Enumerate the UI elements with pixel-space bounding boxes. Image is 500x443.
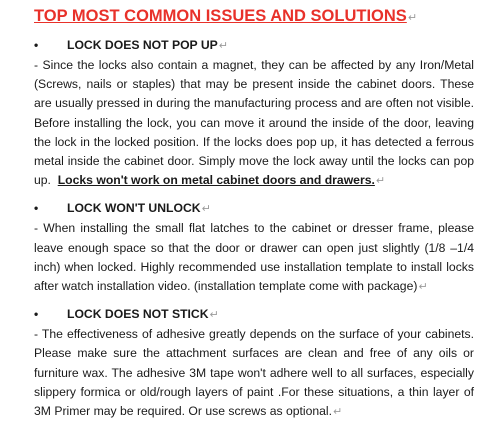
section-body <box>34 325 474 422</box>
section-body <box>34 219 474 297</box>
bullet-icon: • <box>34 201 39 216</box>
section-heading-text: LOCK WON'T UNLOCK <box>67 201 201 216</box>
page-title-text: TOP MOST COMMON ISSUES AND SOLUTIONS <box>34 7 407 25</box>
section-lock-wont-unlock <box>34 199 474 297</box>
paragraph-mark: ↵ <box>218 40 229 52</box>
page-title <box>34 6 474 28</box>
paragraph-mark: ↵ <box>407 12 418 24</box>
section-heading <box>34 199 474 219</box>
paragraph-mark: ↵ <box>375 175 386 188</box>
section-lock-does-not-pop-up <box>34 36 474 191</box>
section-body <box>34 56 474 191</box>
section-lock-does-not-stick <box>34 305 474 422</box>
paragraph-mark: ↵ <box>333 406 343 419</box>
paragraph-mark: ↵ <box>209 309 219 322</box>
bullet-icon: • <box>34 307 39 322</box>
section-body-text: - The effectiveness of adhesive greatly depends on the surface of your cabinets. Please make sure the attachment surfaces are clean and free of any oils or furniture wax. The adhesive 3M tape won't adhere well to all surfaces, especially slippery formica or old/rough layers of paint .For these situations, a thin layer of 3M Primer may be required. Or use screws as optional. <box>34 327 474 419</box>
section-heading <box>34 36 474 56</box>
section-heading <box>34 305 474 325</box>
section-heading-text: LOCK DOES NOT STICK <box>67 307 209 322</box>
section-emphasis-text: Locks won't work on metal cabinet doors and drawers. <box>57 173 375 188</box>
bullet-icon: • <box>34 38 39 52</box>
section-body-text: - Since the locks also contain a magnet, they can be affected by any Iron/Metal (Screws, nails or staples) that may be present inside the cabinet doors. These are usually pressed in during the manufacturing process and are often not visible. Before installing the lock, you can move it around the inside of the door, leaving the lock in the locked position. If the locks does pop up, it has detected a ferrous metal inside the cabinet door. Simply move the lock away until the locks can pop up. <box>34 58 474 188</box>
section-body-text: - When installing the small flat latches to the cabinet or dresser frame, please leave enough space so that the door or drawer can open just slightly (1/8 –1/4 inch) when locked. Highly recommended use installation template to install locks after watch installation video. (installation template come with package) <box>34 221 474 294</box>
paragraph-mark: ↵ <box>201 203 211 216</box>
paragraph-mark: ↵ <box>418 281 428 294</box>
section-heading-text: LOCK DOES NOT POP UP <box>67 38 218 52</box>
